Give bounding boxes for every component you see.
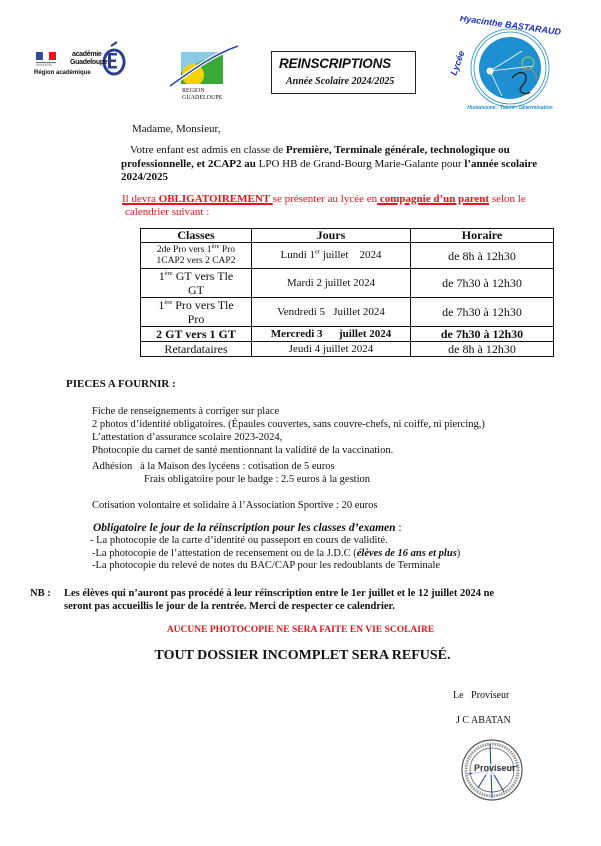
exam-title-colon: : xyxy=(395,522,402,534)
sup-text: ère xyxy=(211,242,220,250)
notice-text-1: Il devra xyxy=(122,193,159,205)
list-item: 2 photos d’identité obligatoires. (Épaules couvertes, sans couvre-chefs, ni coiffe, ni piercing,) xyxy=(92,419,485,430)
header-classes: Classes xyxy=(141,229,252,243)
region-label-line1: REGION xyxy=(182,88,205,94)
svg-text:Lycée: Lycée xyxy=(448,49,467,77)
academie-name-line2: Guadeloupe xyxy=(70,59,108,66)
header-jours: Jours xyxy=(252,229,411,243)
cell-jour: Jeudi 4 juillet 2024 xyxy=(252,342,411,357)
list-item: L’attestation d’assurance scolaire 2023-2024, xyxy=(92,432,283,443)
stamp-label: Proviseur xyxy=(474,763,516,773)
notice-bold-obligatoirement: OBLIGATOIREMENT xyxy=(158,193,273,205)
cell-classe: Retardataires xyxy=(141,342,252,357)
signature-role: Le Proviseur xyxy=(453,690,510,701)
intro-bold-2: professionnelle, et 2CAP2 au xyxy=(121,157,256,170)
nb-text xyxy=(64,587,494,613)
svg-text:Humanisme - Talent - Détermina: Humanisme - Talent - Détermination xyxy=(467,105,553,111)
lycee-bastaraud-emblem-icon xyxy=(442,16,592,112)
nb-line-2: seront pas accueillis le jour de la rentrée. Merci de respecter ce calendrier. xyxy=(64,601,395,612)
incomplete-dossier-warning: TOUT DOSSIER INCOMPLET SERA REFUSÉ. xyxy=(154,648,451,663)
cell-jour xyxy=(252,243,411,269)
cell-horaire: de 7h30 à 12h30 xyxy=(411,269,554,298)
region-academique-label: Région académique xyxy=(34,70,91,76)
table-row xyxy=(141,243,554,269)
cell-horaire: de 7h30 à 12h30 xyxy=(411,298,554,327)
region-guadeloupe-emblem-icon xyxy=(160,44,242,88)
salutation: Madame, Monsieur, xyxy=(132,123,221,135)
exam-age-note: élèves de 16 ans et plus xyxy=(356,547,457,559)
list-item: Fiche de renseignements à corriger sur place xyxy=(92,406,280,417)
sup-text: ère xyxy=(164,270,173,277)
exam-title: Obligatoire le jour de la réinscription pour les classes d’examen xyxy=(93,522,396,534)
academie-name-line1: académie xyxy=(72,51,102,58)
table-header-row xyxy=(141,229,554,243)
cell-jour: Mercredi 3 juillet 2024 xyxy=(252,327,411,342)
intro-paragraph xyxy=(121,144,537,185)
cell-classe xyxy=(141,298,252,327)
list-item: -La photocopie du relevé de notes du BAC/CAP pour les redoublants de Terminale xyxy=(92,560,441,571)
table-row xyxy=(141,298,554,327)
cell-horaire: de 7h30 à 12h30 xyxy=(411,327,554,342)
classe-text: 1 xyxy=(158,298,165,312)
nb-line-1: Les élèves qui n’auront pas procédé à leur réinscription entre le 1er juillet et le 12 juillet 2024 ne xyxy=(64,588,495,599)
exam-section xyxy=(90,521,460,573)
no-photocopy-warning: AUCUNE PHOTOCOPIE NE SERA FAITE EN VIE SCOLAIRE xyxy=(166,625,435,635)
table-row xyxy=(141,342,554,357)
classe-text: GT vers Tle xyxy=(172,269,234,283)
badge-item: Frais obligatoire pour le badge : 2.5 euros à la gestion xyxy=(144,474,370,485)
table-row xyxy=(141,269,554,298)
academie-logo xyxy=(34,40,126,84)
cell-jour: Vendredi 5 Juillet 2024 xyxy=(252,298,411,327)
jour-text: Lundi 1 xyxy=(280,249,316,261)
cell-horaire: de 8h à 12h30 xyxy=(411,243,554,269)
title-box xyxy=(271,51,416,94)
nb-label: NB : xyxy=(30,588,51,599)
cell-jour: Mardi 2 juillet 2024 xyxy=(252,269,411,298)
intro-bold-4: 2024/2025 xyxy=(121,171,169,183)
table-row xyxy=(141,327,554,342)
classe-text-line2: GT xyxy=(188,283,204,297)
lycee-logo xyxy=(442,16,592,112)
signature-name: J C ABATAN xyxy=(456,715,511,726)
proviseur-stamp xyxy=(460,738,524,802)
sup-text: er xyxy=(315,248,321,256)
schedule-table xyxy=(140,228,554,357)
list-item: -La photocopie de l’attestation de recensement ou de la J.D.C ( xyxy=(92,547,357,559)
list-item: - La photocopie de la carte d’identité ou passeport en cours de validité. xyxy=(90,535,388,546)
obligation-notice xyxy=(122,193,526,219)
school-year-subtitle: Année Scolaire 2024/2025 xyxy=(286,76,395,87)
cell-classe: 2 GT vers 1 GT xyxy=(141,327,252,342)
classe-text-line2: Pro xyxy=(187,312,205,326)
pieces-list xyxy=(92,405,485,512)
intro-text-2: LPO HB de Grand-Bourg Marie-Galante pour xyxy=(255,157,465,170)
cell-classe xyxy=(141,243,252,269)
cotisation-item: Cotisation volontaire et solidaire à l’Association Sportive : 20 euros xyxy=(92,500,378,511)
cell-horaire: de 8h à 12h30 xyxy=(411,342,554,357)
cell-classe xyxy=(141,269,252,298)
page-title: REINSCRIPTIONS xyxy=(279,56,391,71)
classe-text: Pro vers Tle xyxy=(172,298,234,312)
sup-text: ère xyxy=(164,299,173,306)
notice-line-2: calendrier suivant : xyxy=(125,206,210,218)
notice-text-3: selon le xyxy=(489,193,526,205)
intro-text-1: Votre enfant est admis en classe de xyxy=(130,144,286,156)
header-horaire: Horaire xyxy=(411,229,554,243)
svg-text:Hyacinthe BASTARAUD: Hyacinthe BASTARAUD xyxy=(459,16,562,38)
classe-text-line2: 1CAP2 vers 2 CAP2 xyxy=(156,255,236,266)
classe-text: 1 xyxy=(158,269,165,283)
notice-text-2: se présenter au lycée en xyxy=(272,193,378,205)
closing-paren: ) xyxy=(456,547,461,559)
pieces-title: PIECES A FOURNIR : xyxy=(66,378,176,390)
classe-text: Pro xyxy=(219,244,236,255)
intro-bold-3: l’année scolaire xyxy=(464,157,538,170)
notice-bold-parent: compagnie d’un parent xyxy=(377,193,490,205)
region-label-line2: GUADELOUPE xyxy=(182,95,223,101)
jour-text: juillet 2024 xyxy=(320,249,382,261)
adhesion-item: Adhésion à la Maison des lycéens : cotisation de 5 euros xyxy=(92,461,335,472)
region-guadeloupe-logo xyxy=(160,44,242,106)
intro-bold-1: Première, Terminale générale, technologique ou xyxy=(285,144,510,156)
classe-text: 2de Pro vers 1 xyxy=(156,244,212,255)
list-item: Photocopie du carnet de santé mentionnant la validité de la vaccination. xyxy=(92,445,394,456)
